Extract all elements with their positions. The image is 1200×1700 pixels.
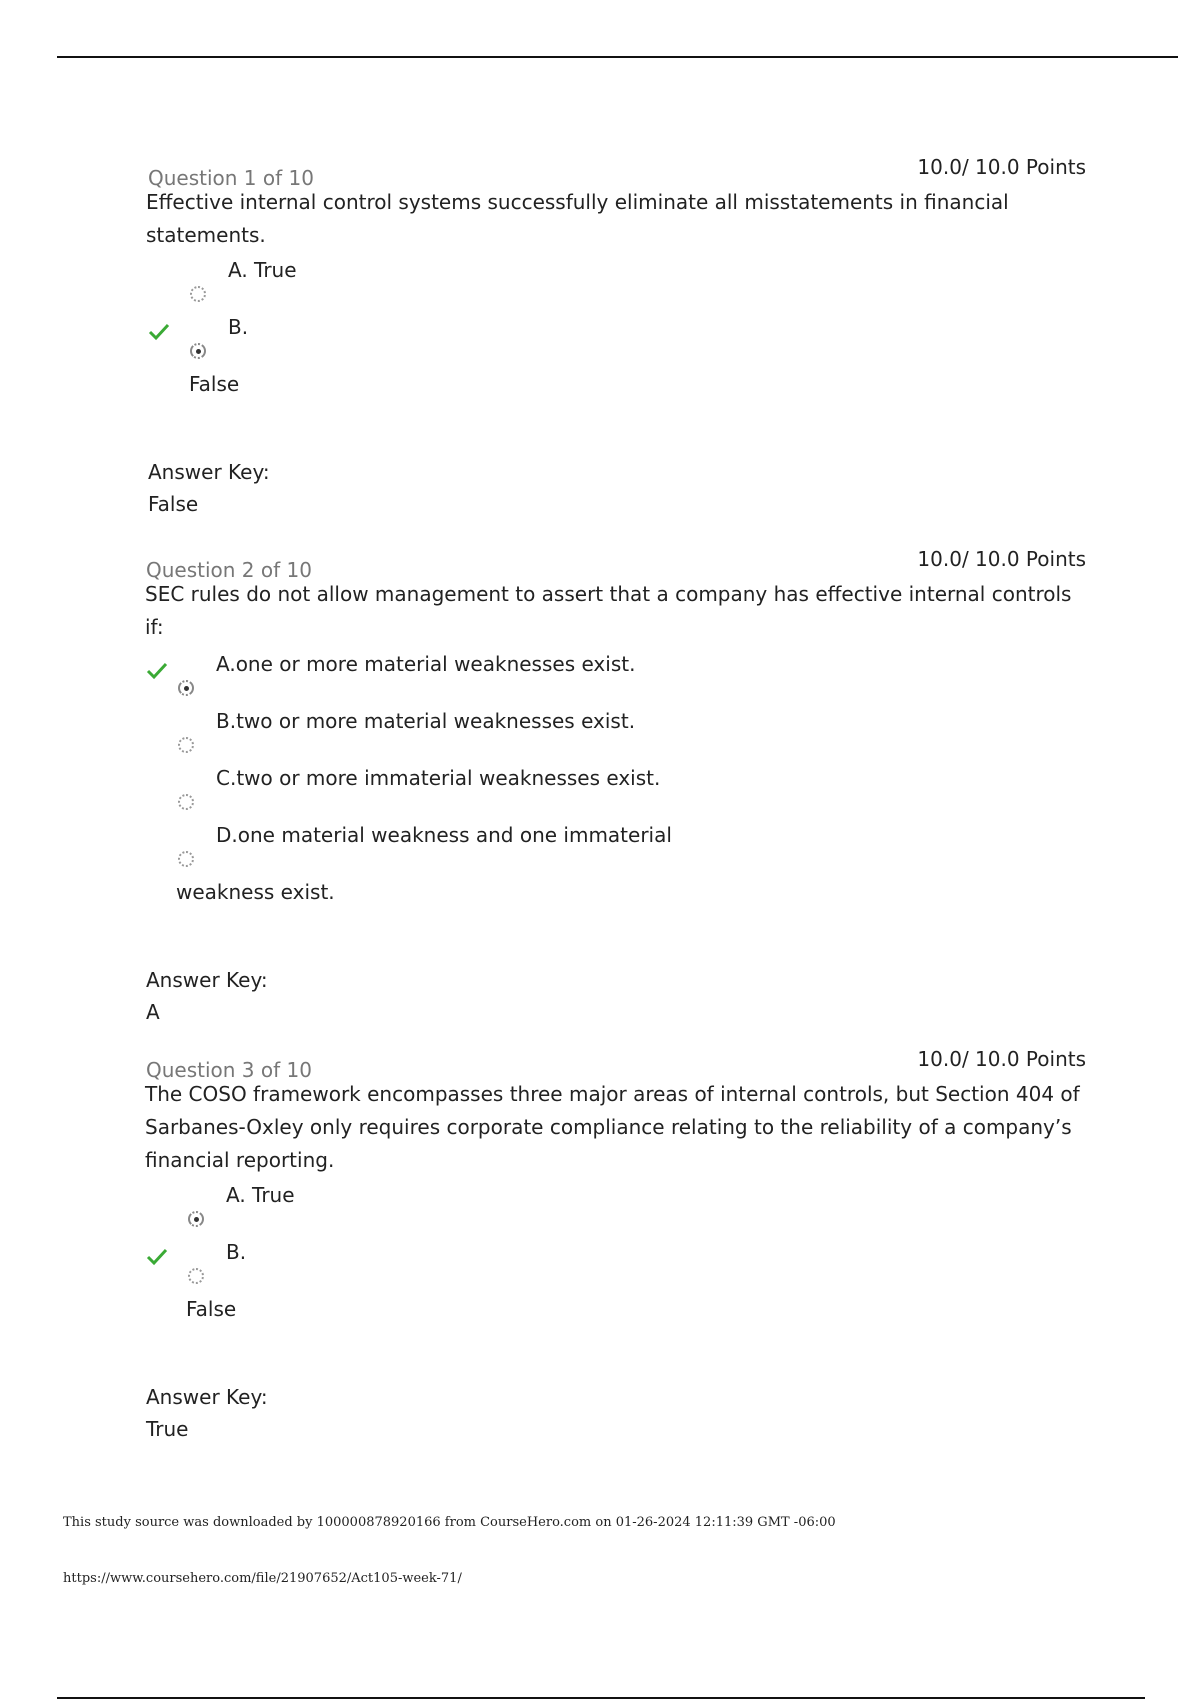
- question-1: [146, 155, 1086, 516]
- check-icon: [146, 660, 168, 680]
- answer-key-label: Answer Key:: [148, 460, 270, 484]
- option-b[interactable]: [146, 711, 1086, 768]
- option-label: A.one or more material weaknesses exist.: [216, 652, 636, 676]
- option-b[interactable]: [146, 317, 1086, 374]
- option-b-text: False: [186, 1297, 237, 1321]
- answer-key-label: Answer Key:: [146, 968, 268, 992]
- question-3: [145, 1047, 1086, 1441]
- question-points: 10.0/ 10.0 Points: [917, 1047, 1086, 1071]
- question-text: Effective internal control systems successfully eliminate all misstatements in financial statements.: [146, 190, 1009, 247]
- radio-button-selected[interactable]: [188, 1211, 204, 1227]
- option-a[interactable]: [146, 654, 1086, 711]
- question-label: Question 1 of 10: [148, 166, 314, 190]
- question-text: SEC rules do not allow management to assert that a company has effective internal controls if:: [145, 582, 1072, 639]
- option-label: B.two or more material weaknesses exist.: [216, 709, 636, 733]
- question-points: 10.0/ 10.0 Points: [917, 547, 1086, 571]
- source-url[interactable]: https://www.coursehero.com/file/21907652/Act105-week-71/: [63, 1571, 462, 1586]
- option-label: C.two or more immaterial weaknesses exist.: [216, 766, 661, 790]
- radio-button-selected[interactable]: [178, 680, 194, 696]
- radio-button-selected[interactable]: [190, 343, 206, 359]
- answer-key-label: Answer Key:: [146, 1385, 268, 1409]
- option-d[interactable]: [146, 825, 1086, 882]
- download-notice: This study source was downloaded by 100000878920166 from CourseHero.com on 01-26-2024 12:11:39 GMT -06:00: [63, 1515, 836, 1530]
- option-label: A. True: [228, 258, 297, 282]
- option-b[interactable]: [146, 1242, 1086, 1299]
- answer-key-value: A: [146, 1000, 160, 1024]
- option-label: D.one material weakness and one immaterial: [216, 823, 672, 847]
- answer-key-value: False: [148, 492, 199, 516]
- bottom-rule: [57, 1697, 1145, 1699]
- option-b-text: False: [189, 372, 240, 396]
- question-2: [145, 547, 1086, 1024]
- radio-button[interactable]: [190, 286, 206, 302]
- radio-button[interactable]: [188, 1268, 204, 1284]
- option-d-text: weakness exist.: [176, 880, 335, 904]
- question-points: 10.0/ 10.0 Points: [917, 155, 1086, 179]
- question-label: Question 2 of 10: [146, 558, 312, 582]
- top-rule: [57, 56, 1178, 58]
- option-label: A. True: [226, 1183, 295, 1207]
- check-icon: [148, 321, 170, 341]
- radio-button[interactable]: [178, 851, 194, 867]
- radio-button[interactable]: [178, 794, 194, 810]
- option-a[interactable]: [146, 260, 1086, 317]
- answer-key-value: True: [146, 1417, 189, 1441]
- option-c[interactable]: [146, 768, 1086, 825]
- radio-button[interactable]: [178, 737, 194, 753]
- question-label: Question 3 of 10: [146, 1058, 312, 1082]
- option-label: B.: [228, 315, 249, 339]
- question-text: The COSO framework encompasses three major areas of internal controls, but Section 404 of Sarbanes-Oxley only requires corporate compliance relating to the reliability of a company’s financial reporting.: [145, 1082, 1080, 1172]
- option-label: B.: [226, 1240, 247, 1264]
- check-icon: [146, 1246, 168, 1266]
- option-a[interactable]: [146, 1185, 1086, 1242]
